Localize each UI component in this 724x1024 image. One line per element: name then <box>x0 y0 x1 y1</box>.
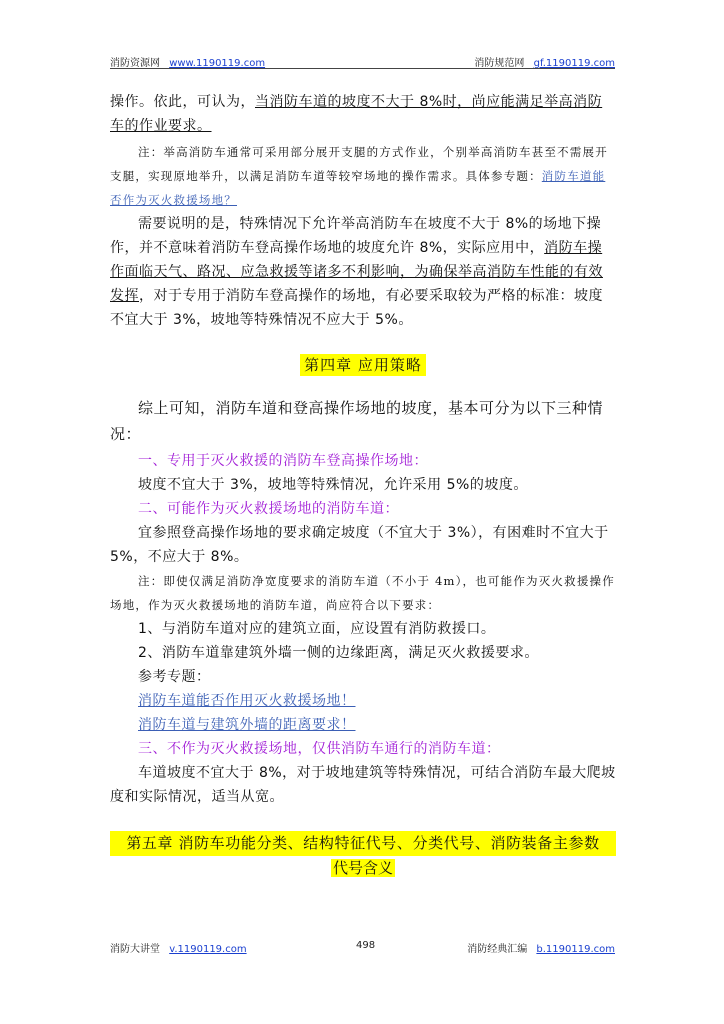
requirement-2: 2、消防车道靠建筑外墙一侧的边缘距离，满足灭火救援要求。 <box>138 645 539 661</box>
header-left-link[interactable]: www.1190119.com <box>169 58 266 69</box>
item-2-text: 宜参照登高操作场地的要求确定坡度（不宜大于 3%），有困难时不宜大于 5%，不应大于 8%。 <box>110 525 609 565</box>
paragraph-1 <box>110 90 616 138</box>
chapter-4-title: 第四章 应用策略 <box>300 354 426 376</box>
header-left <box>110 54 265 69</box>
footer-right <box>467 940 615 955</box>
chapter-5-heading-line2-text: 代号含义 <box>332 859 393 877</box>
header-right-label: 消防规范网 <box>474 58 525 69</box>
paragraph-3: 综上可知，消防车道和登高操作场地的坡度，基本可分为以下三种情况： <box>110 399 604 443</box>
footer-left-label: 消防大讲堂 <box>110 944 160 955</box>
requirement-1: 1、与消防车道对应的建筑立面，应设置有消防救援口。 <box>138 621 496 637</box>
footer-right-link[interactable]: b.1190119.com <box>536 944 615 955</box>
item-1-text: 坡度不宜大于 3%，坡地等特殊情况，允许采用 5%的坡度。 <box>138 477 528 493</box>
footer-left-link[interactable]: v.1190119.com <box>169 944 247 955</box>
header-left-label: 消防资源网 <box>110 58 160 69</box>
note-1 <box>110 140 616 212</box>
p2-text-a: 需要说明的是，特殊情况下允许举高消防车在坡度不大于 8%的场地下操作，并不意味着消防车登高操作场地的坡度允许 8%，实际应用中， <box>110 216 602 256</box>
item-3-text: 车道坡度不宜大于 8%，对于坡地建筑等特殊情况，可结合消防车最大爬坡度和实际情况，适当从宽。 <box>110 765 616 805</box>
note1-link[interactable]: 消防车道能否作为灭火救援场地？ <box>110 169 606 207</box>
page-footer <box>110 938 615 954</box>
reference-2-link[interactable]: 消防车道与建筑外墙的距离要求！ <box>138 717 356 733</box>
page-number: 498 <box>356 940 376 951</box>
header-right-link[interactable]: gf.1190119.com <box>533 58 615 69</box>
note-2: 注：即使仅满足消防净宽度要求的消防车道（不小于 4m），也可能作为灭火救援操作场地，作为灭火救援场地的消防车道，尚应符合以下要求： <box>110 574 615 612</box>
page-content <box>110 90 616 881</box>
item-2-title: 二、可能作为灭火救援场地的消防车道： <box>138 501 399 517</box>
footer-left <box>110 940 247 955</box>
note1-text: 注：举高消防车通常可采用部分展开支腿的方式作业，个别举高消防车甚至不需展开支腿，实现原地举升，以满足消防车道等较窄场地的操作需求。具体参专题： <box>110 145 608 183</box>
p2-text-c: ，对于专用于消防车登高操作的场地，有必要采取较为严格的标准：坡度不宜大于 3%，坡地等特殊情况不应大于 5%。 <box>110 288 603 328</box>
page-header <box>110 52 615 69</box>
item-1-title: 一、专用于灭火救援的消防车登高操作场地： <box>138 453 428 469</box>
p2-underlined: 消防车操作面临天气、路况、应急救援等诸多不利影响，为确保举高消防车性能的有效发挥 <box>110 240 603 304</box>
reference-2 <box>110 713 616 737</box>
footer-right-label: 消防经典汇编 <box>467 944 528 955</box>
header-right <box>474 54 615 69</box>
chapter-4-heading <box>110 354 616 375</box>
paragraph-2 <box>110 212 616 332</box>
reference-1 <box>110 689 616 713</box>
p1-underlined: 当消防车道的坡度不大于 8%时，尚应能满足举高消防车的作业要求。 <box>110 94 603 134</box>
chapter-5-heading-line2 <box>110 856 616 881</box>
item-3-title: 三、不作为灭火救援场地，仅供消防车通行的消防车道： <box>138 741 501 757</box>
p1-text: 操作。依此，可认为， <box>110 94 255 110</box>
reference-label: 参考专题： <box>138 669 211 685</box>
chapter-5-heading-line1: 第五章 消防车功能分类、结构特征代号、分类代号、消防装备主参数 <box>110 831 616 856</box>
reference-1-link[interactable]: 消防车道能否作用灭火救援场地！ <box>138 693 356 709</box>
